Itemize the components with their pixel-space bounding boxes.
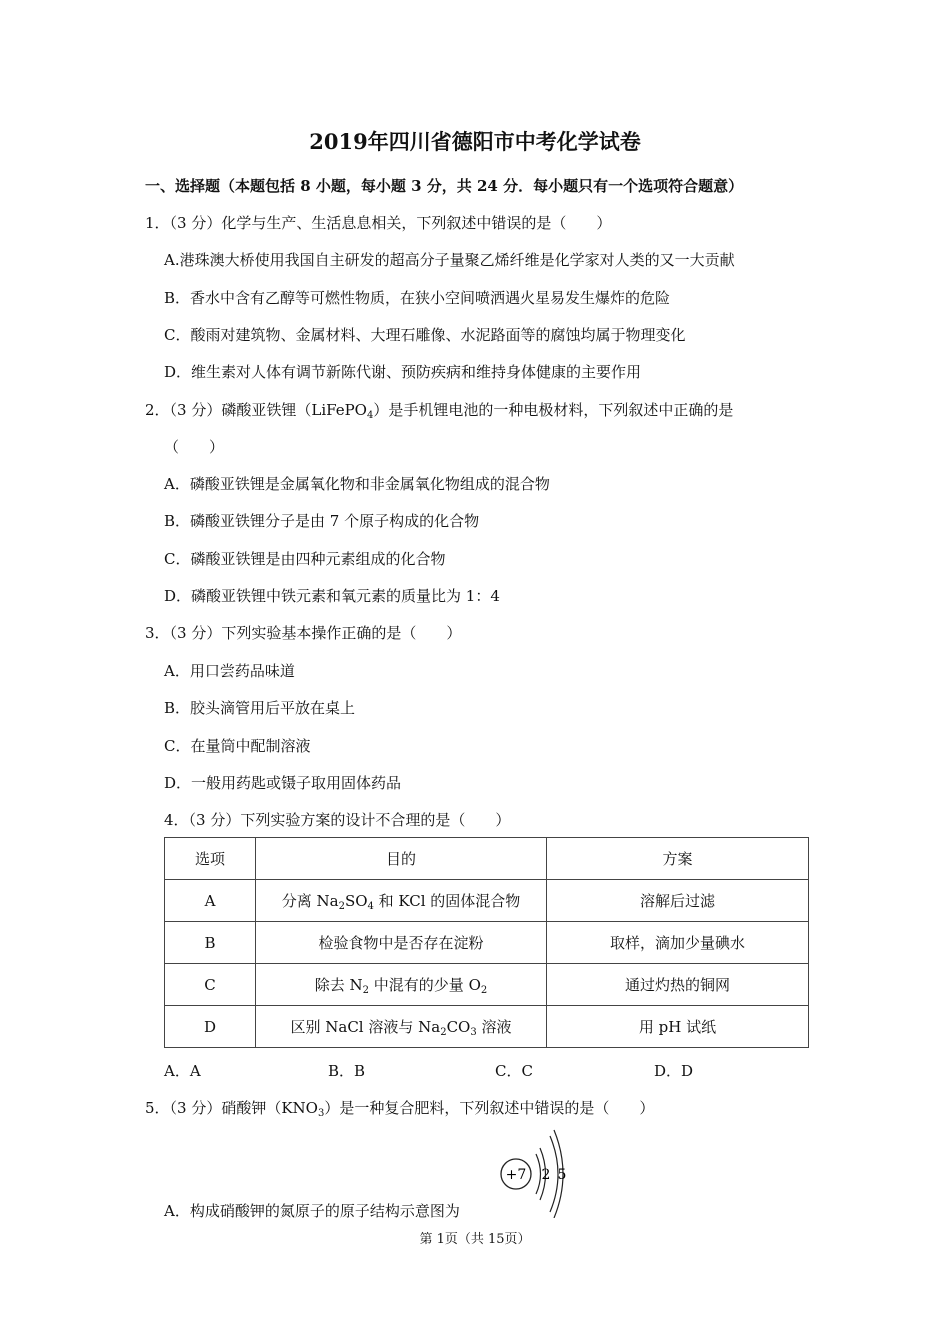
table-row: [165, 964, 809, 1006]
experiment-plan-table: [164, 837, 809, 1048]
question-1-option-b: B．香水中含有乙醇等可燃性物质，在狭小空间喷洒遇火星易发生爆炸的危险: [164, 289, 671, 307]
row-plan: 溶解后过滤: [547, 880, 809, 922]
question-1-option-c: C．酸雨对建筑物、金属材料、大理石雕像、水泥路面等的腐蚀均属于物理变化: [164, 326, 686, 344]
table-row: [165, 922, 809, 964]
row-goal: 除去 $N_2$ 中混有的少量 $O_2$: [256, 964, 547, 1006]
question-2-stem-continued: （ ）: [164, 438, 225, 456]
question-5-option-a: A．构成硝酸钾的氮原子的原子结构示意图为: [164, 1202, 460, 1220]
question-2-option-a: A．磷酸亚铁锂是金属氧化物和非金属氧化物组成的混合物: [164, 475, 550, 493]
row-goal: 分离 $Na_2SO_4$ 和 KCl 的固体混合物: [256, 880, 547, 922]
question-3-option-d: D．一般用药匙或镊子取用固体药品: [164, 774, 402, 792]
electron-shell-1: [536, 1154, 541, 1194]
row-plan: 用 pH 试纸: [547, 1006, 809, 1048]
page-title: 2019年四川省德阳市中考化学试卷: [309, 129, 641, 154]
question-3-option-b: B．胶头滴管用后平放在桌上: [164, 699, 356, 717]
row-option: A: [165, 880, 256, 922]
row-plan: 通过灼热的铜网: [547, 964, 809, 1006]
row-option: D: [165, 1006, 256, 1048]
question-2-option-b: B．磷酸亚铁锂分子是由 7 个原子构成的化合物: [164, 512, 480, 530]
table-row: [165, 880, 809, 922]
question-3-stem: 3．（3 分）下列实验基本操作正确的是（ ）: [145, 624, 462, 642]
row-plan: 取样，滴加少量碘水: [547, 922, 809, 964]
answer-option-d: D．D: [654, 1062, 694, 1080]
question-2-option-c: C．磷酸亚铁锂是由四种元素组成的化合物: [164, 550, 446, 568]
question-2-option-d: D．磷酸亚铁锂中铁元素和氧元素的质量比为 1：4: [164, 587, 500, 605]
question-1-stem: 1．（3 分）化学与生产、生活息息相关，下列叙述中错误的是（ ）: [145, 214, 612, 232]
answer-option-b: B．B: [328, 1062, 366, 1080]
table-header-row: [165, 838, 809, 880]
nitrogen-atom-structure-diagram: [496, 1128, 576, 1218]
nucleus-charge: +7: [505, 1167, 527, 1183]
shell-2-electrons: 5: [557, 1167, 567, 1183]
question-3-option-c: C．在量筒中配制溶液: [164, 737, 311, 755]
section-heading: 一、选择题（本题包括 8 小题，每小题 3 分，共 24 分．每小题只有一个选项符合题意）: [145, 177, 744, 195]
row-goal: 检验食物中是否存在淀粉: [256, 922, 547, 964]
page-footer: 第 1页（共 15页）: [419, 1232, 531, 1247]
table-row: [165, 1006, 809, 1048]
question-4-stem: 4．（3 分）下列实验方案的设计不合理的是（ ）: [164, 811, 511, 829]
header-plan: 方案: [547, 838, 809, 880]
header-goal: 目的: [256, 838, 547, 880]
answer-option-c: C．C: [495, 1062, 533, 1080]
answer-option-a: A．A: [164, 1062, 201, 1080]
question-1-option-a: A.港珠澳大桥使用我国自主研发的超高分子量聚乙烯纤维是化学家对人类的又一大贡献: [164, 251, 735, 269]
header-option: 选项: [165, 838, 256, 880]
row-option: B: [165, 922, 256, 964]
question-1-option-d: D．维生素对人体有调节新陈代谢、预防疾病和维持身体健康的主要作用: [164, 363, 642, 381]
question-2-stem: 2．（3 分）磷酸亚铁锂（LiFePO$_4$）是手机锂电池的一种电极材料，下列叙述中正确的是: [145, 401, 734, 421]
row-option: C: [165, 964, 256, 1006]
row-goal: 区别 NaCl 溶液与 $Na_2CO_3$ 溶液: [256, 1006, 547, 1048]
shell-1-electrons: 2: [541, 1167, 551, 1183]
question-3-option-a: A．用口尝药品味道: [164, 662, 295, 680]
question-5-stem: 5．（3 分）硝酸钾$(KNO_3)$是一种复合肥料，下列叙述中错误的是（ ）: [145, 1099, 655, 1119]
